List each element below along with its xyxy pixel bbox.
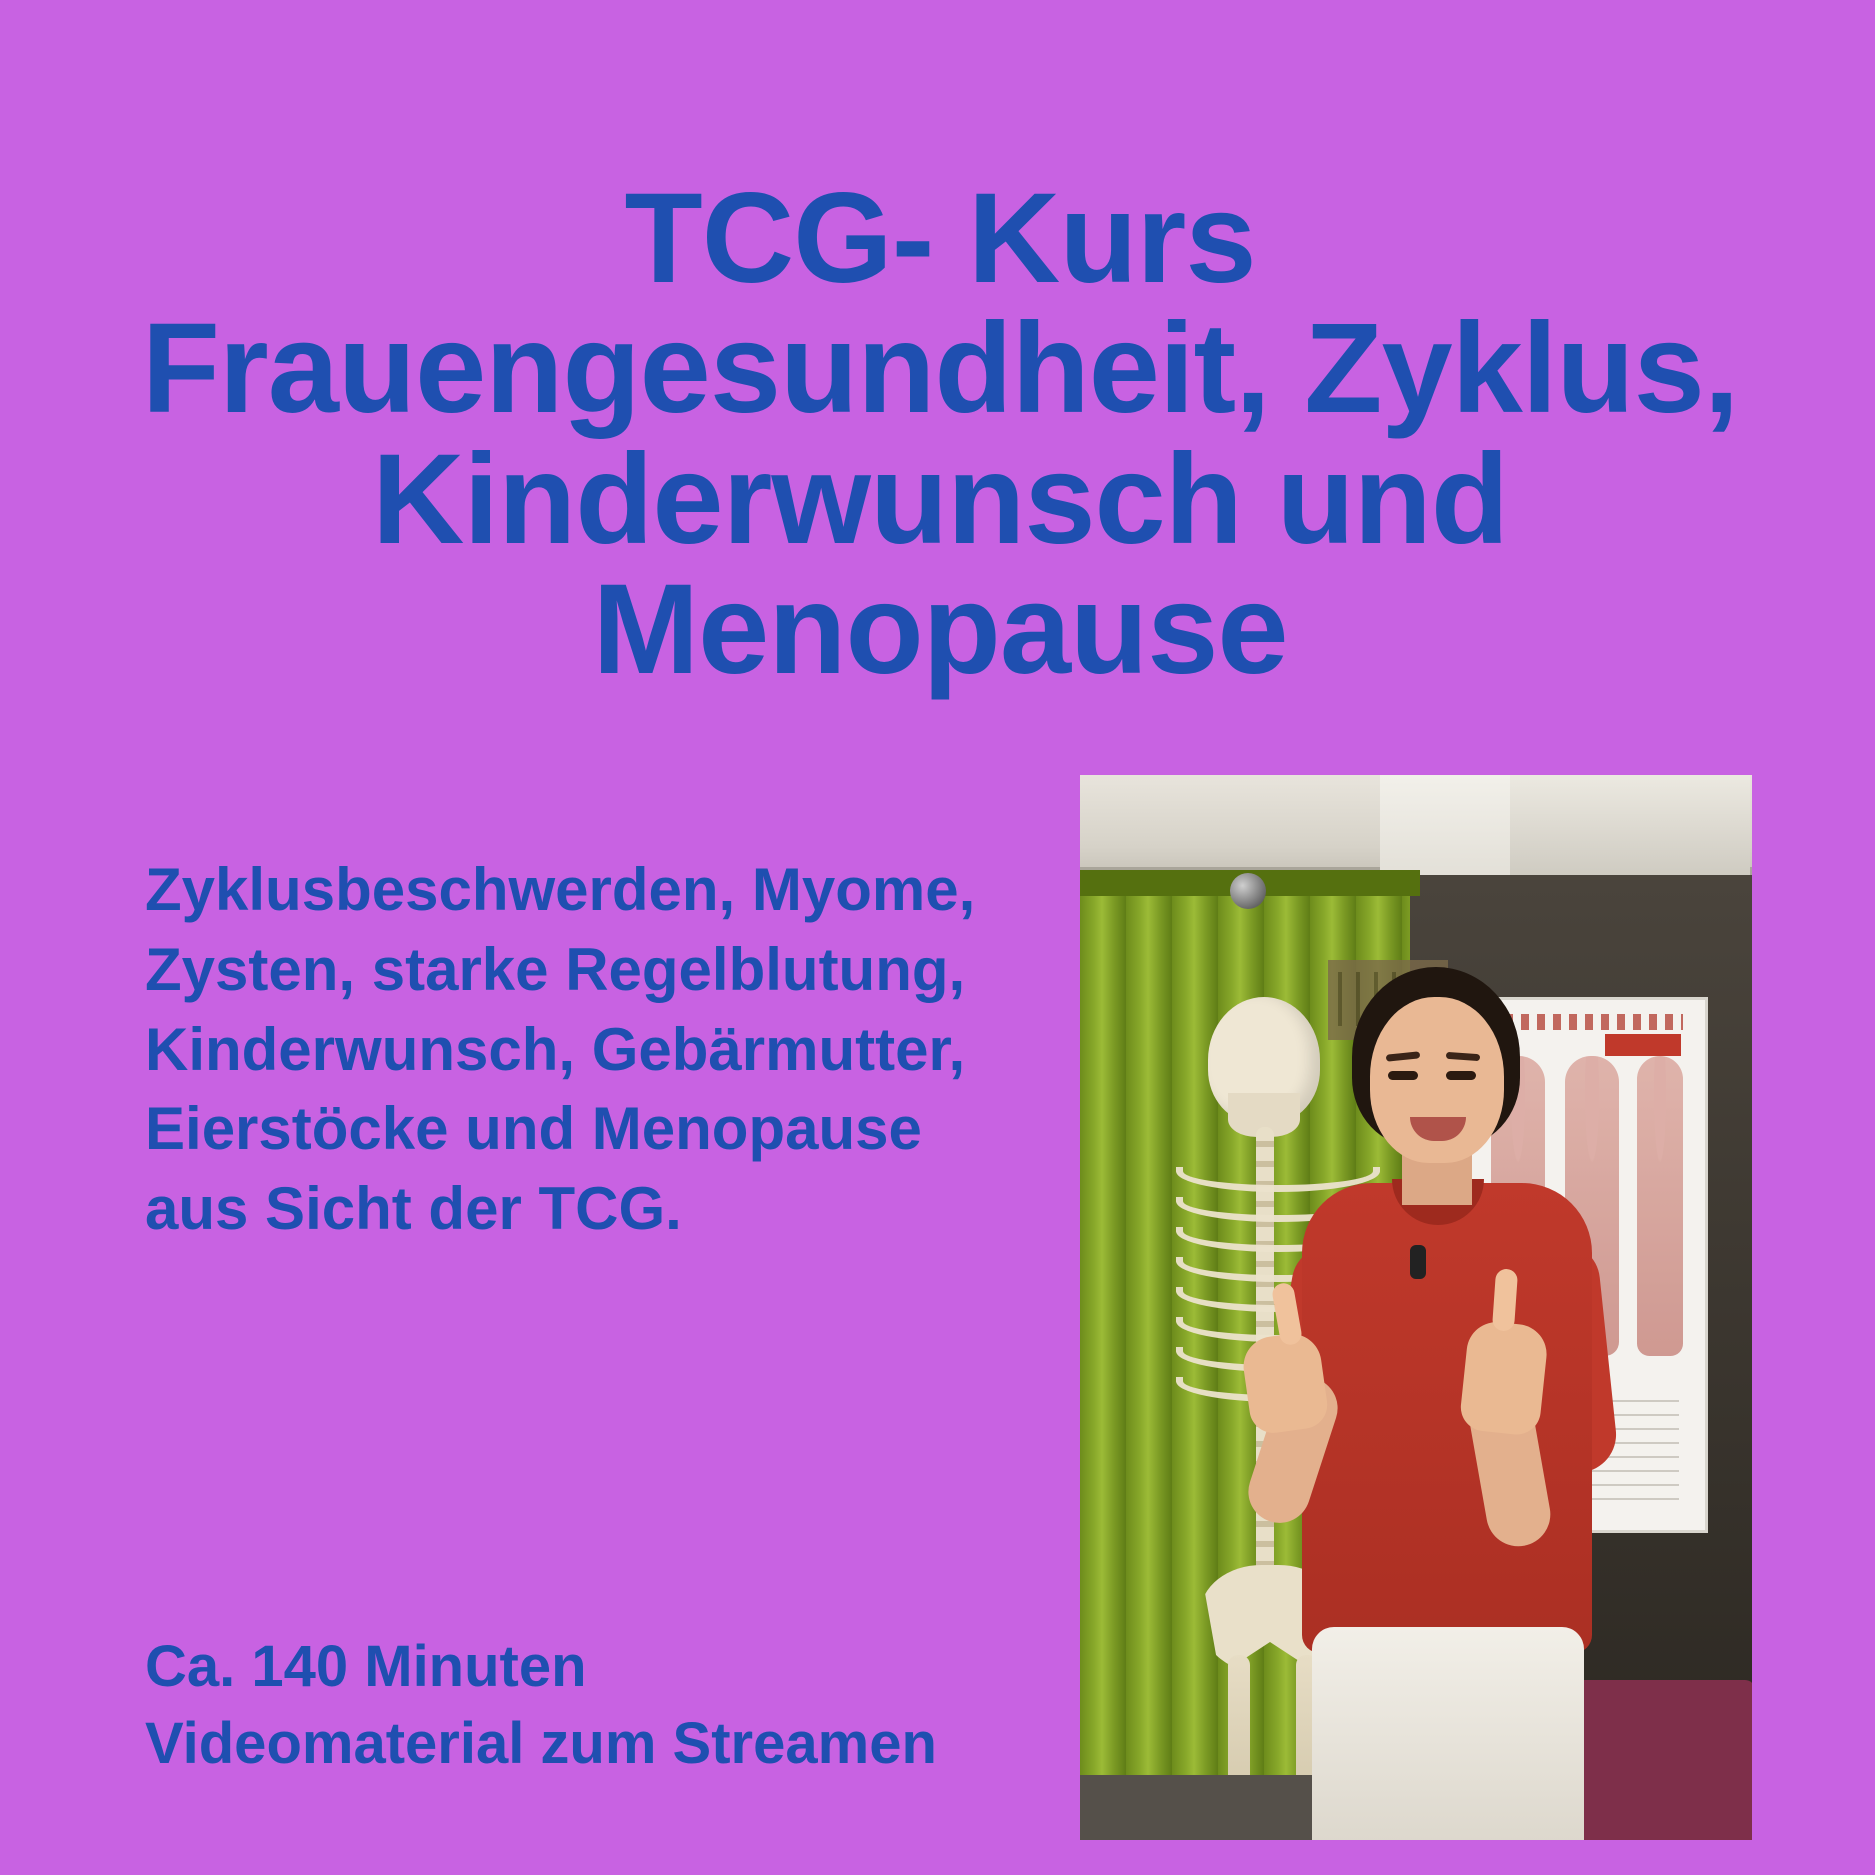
lapel-mic-icon bbox=[1410, 1245, 1426, 1279]
course-photo bbox=[1080, 775, 1752, 1840]
presenter-finger-right bbox=[1492, 1268, 1518, 1331]
page-title: TCG- Kurs Frauengesundheit, Zyklus, Kinderwunsch und Menopause bbox=[141, 166, 1739, 702]
presenter-eye-left bbox=[1388, 1071, 1418, 1080]
presenter-eye-right bbox=[1446, 1071, 1476, 1080]
course-description: Zyklusbeschwerden, Myome, Zysten, starke Regelblutung, Kinderwunsch, Gebärmutter, Eierstöcke und Menopause aus Sicht der TCG. bbox=[145, 856, 976, 1243]
presenter-pants bbox=[1312, 1627, 1584, 1840]
ceiling-lamp-icon bbox=[1230, 873, 1266, 909]
chart-legend-box bbox=[1605, 1034, 1681, 1056]
course-duration: Ca. 140 Minuten Videomaterial zum Streamen bbox=[145, 1634, 937, 1777]
chart-figure-side bbox=[1637, 1056, 1683, 1356]
presenter-shirt bbox=[1302, 1183, 1592, 1653]
presenter-hand-right bbox=[1458, 1319, 1549, 1437]
